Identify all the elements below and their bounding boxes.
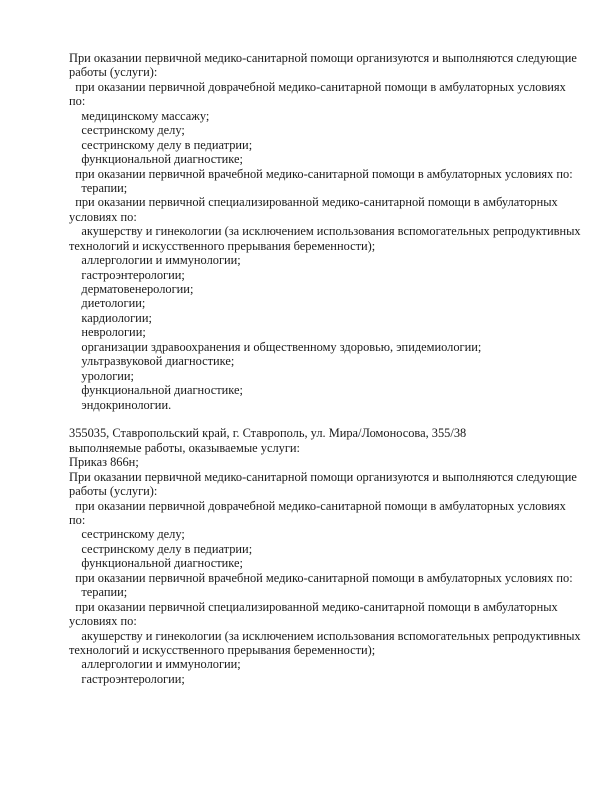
section-services-2: [69, 469, 581, 687]
text-line: по:: [69, 513, 86, 527]
paragraph-gap: [69, 412, 559, 426]
text-line: терапии;: [69, 180, 128, 195]
text-line: гастроэнтерологии;: [69, 267, 185, 282]
text-line: работы (услуги):: [69, 65, 158, 80]
text-line: технологий и искусственного прерывания беременности);: [69, 238, 376, 253]
document-page: [69, 51, 581, 686]
text-line: аллергологии и иммунологии;: [69, 253, 241, 268]
section-services-1: [69, 51, 581, 412]
text-line: диетологии;: [69, 296, 146, 311]
text-line: условиях по:: [69, 209, 137, 224]
text-line: дерматовенерологии;: [69, 282, 194, 296]
text-line: сестринскому делу;: [69, 527, 185, 542]
text-line: при оказании первичной специализированной медико-санитарной помощи в амбулаторных: [69, 599, 558, 614]
text-line: при оказании первичной специализированной медико-санитарной помощи в амбулаторных: [69, 195, 558, 210]
text-line: сестринскому делу в педиатрии;: [69, 137, 253, 152]
text-line: кардиологии;: [69, 310, 152, 325]
text-line: работы (услуги):: [69, 484, 158, 499]
text-line: организации здравоохранения и общественному здоровью, эпидемиологии;: [69, 339, 482, 354]
text-line: При оказании первичной медико-санитарной помощи организуются и выполняются следующие: [69, 51, 577, 65]
text-line: гастроэнтерологии;: [69, 671, 185, 686]
text-line: сестринскому делу;: [69, 123, 185, 138]
text-line: функциональной диагностике;: [69, 383, 243, 398]
text-line: терапии;: [69, 585, 128, 600]
text-line: функциональной диагностике;: [69, 556, 243, 571]
text-line: по:: [69, 94, 86, 109]
address-line: 355035, Ставропольский край, г. Ставрополь, ул. Мира/Ломоносова, 355/38: [69, 426, 467, 441]
works-label: выполняемые работы, оказываемые услуги:: [69, 440, 301, 455]
text-line: эндокринологии.: [69, 397, 172, 412]
text-line: при оказании первичной врачебной медико-санитарной помощи в амбулаторных условиях по:: [69, 166, 573, 181]
text-line: акушерству и гинекологии (за исключением использования вспомогательных репродуктивных: [69, 224, 581, 239]
text-line: При оказании первичной медико-санитарной помощи организуются и выполняются следующие: [69, 469, 577, 484]
text-line: функциональной диагностике;: [69, 152, 243, 167]
text-line: аллергологии и иммунологии;: [69, 657, 241, 672]
text-line: медицинскому массажу;: [69, 108, 210, 123]
text-line: ультразвуковой диагностике;: [69, 354, 235, 369]
text-line: при оказании первичной врачебной медико-санитарной помощи в амбулаторных условиях по:: [69, 570, 573, 585]
text-line: неврологии;: [69, 325, 146, 340]
section-address-2: [69, 426, 581, 686]
text-line: урологии;: [69, 368, 134, 383]
text-line: при оказании первичной доврачебной медико-санитарной помощи в амбулаторных условиях: [69, 498, 566, 513]
text-line: при оказании первичной доврачебной медико-санитарной помощи в амбулаторных условиях: [69, 79, 566, 94]
text-line: условиях по:: [69, 614, 137, 629]
text-line: технологий и искусственного прерывания беременности);: [69, 642, 376, 657]
order-line: Приказ 866н;: [69, 455, 139, 470]
text-line: сестринскому делу в педиатрии;: [69, 541, 253, 556]
text-line: акушерству и гинекологии (за исключением использования вспомогательных репродуктивных: [69, 628, 581, 643]
